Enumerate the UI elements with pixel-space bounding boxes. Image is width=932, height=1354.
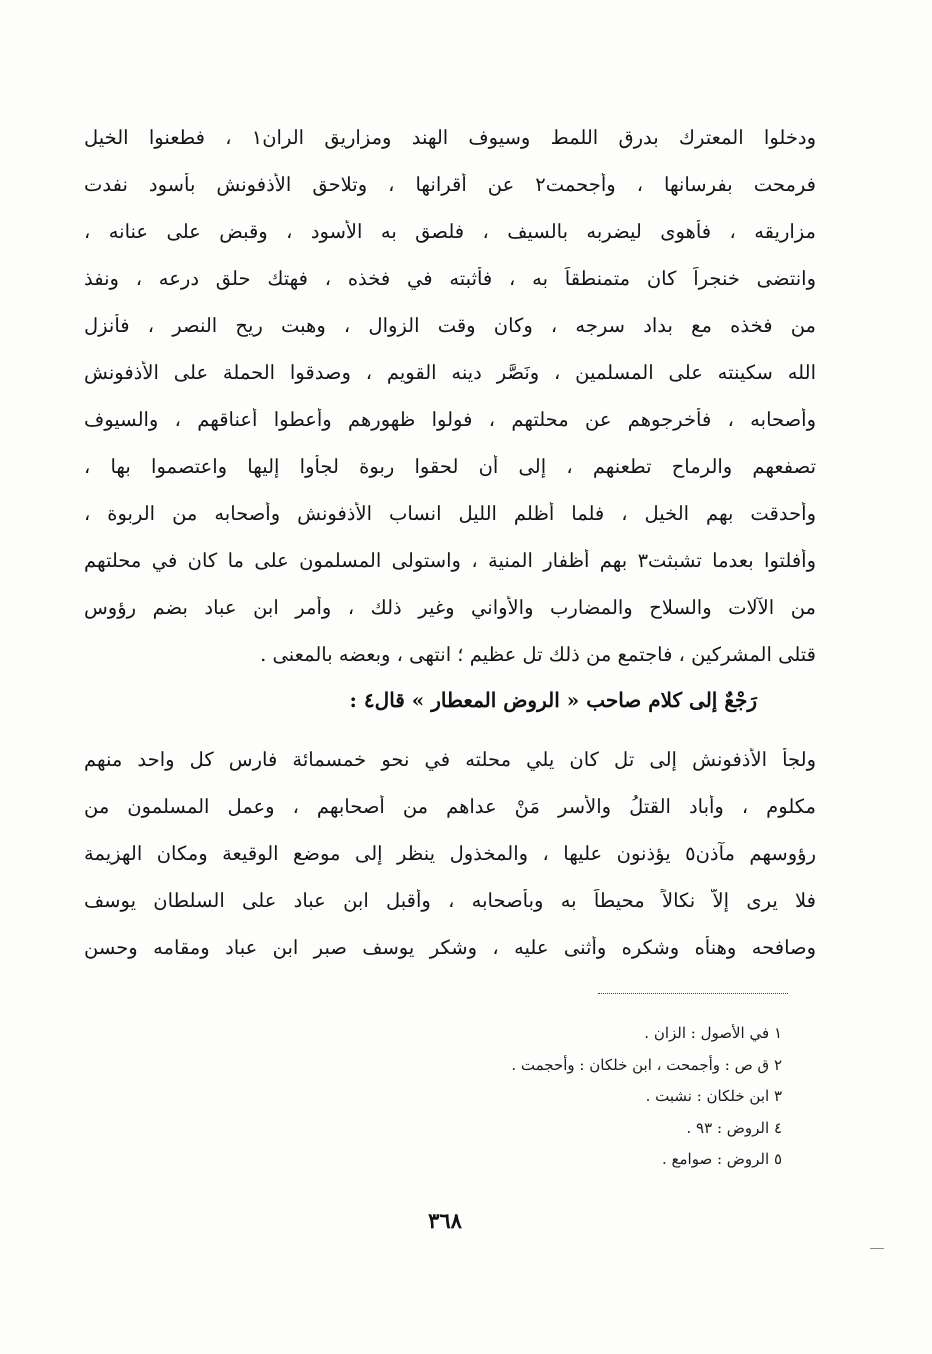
main-paragraph-1 (84, 126, 816, 690)
text-line: ولجأ الأذفونش إلى تل كان يلي محلته في نحو خمسمائة فارس كل واحد منهم (84, 748, 816, 771)
text-line: مزاريقه ، فأهوى ليضربه بالسيف ، فلصق به الأسود ، وقبض على عنانه ، (84, 220, 816, 243)
footnote-separator (598, 993, 788, 994)
text-line: تصفعهم والرماح تطعنهم ، إلى أن لحقوا ربوة لجأُوا إليها واعتصموا بها ، (84, 455, 816, 478)
footnote: ٥ الروض : صوامع . (661, 1150, 782, 1168)
footnote: ١ في الأصول : الزان . (644, 1024, 782, 1042)
scan-mark (870, 1248, 884, 1249)
footnotes (262, 1024, 782, 1182)
text-line: من الآلات والسلاح والمضارب والأواني وغير ذلك ، وأمر ابن عباد بضم رؤوس (84, 596, 816, 619)
text-line: وأحدقت بهم الخيل ، فلما أظلم الليل انساب الأذفونش وأصحابه من الربوة ، (84, 502, 816, 525)
page-number: ٣٦٨ (428, 1208, 462, 1233)
section-heading: رَجْعٌ إلى كلام صاحب « الروض المعطار » قال٤ : (349, 688, 757, 712)
text-line: فرمحت بفرسانها ، وأجحمت٢ عن أقرانها ، وتلاحق الأذفونش بأسود نفدت (84, 173, 816, 196)
text-line: وأصحابه ، فأخرجوهم عن محلتهم ، فولوا ظهورهم وأعطوا أعناقهم ، والسيوف (84, 408, 816, 431)
footnote: ٣ ابن خلكان : نشبت . (645, 1087, 782, 1105)
text-line: وأفلتوا بعدما تشبثت٣ بهم أظفار المنية ، واستولى المسلمون على ما كان في محلتهم (84, 549, 816, 572)
text-line: وانتضى خنجراً كان متمنطقاً به ، فأثبته في فخذه ، فهتك حلق درعه ، ونفذ (84, 267, 816, 290)
text-line: قتلى المشركين ، فاجتمع من ذلك تل عظيم ؛ انتهى ، وبعضه بالمعنى . (260, 643, 816, 666)
text-line: الله سكينته على المسلمين ، ونَصَّر دينه القويم ، وصدقوا الحملة على الأذفونش (84, 361, 816, 384)
text-line: ودخلوا المعترك بدرق اللمط وسيوف الهند ومزاريق الران١ ، فطعنوا الخيل (84, 126, 816, 149)
footnote: ٢ ق ص : وأجمحت ، ابن خلكان : وأحجمت . (511, 1055, 782, 1074)
footnote: ٤ الروض : ٩٣ . (686, 1118, 782, 1137)
text-line: فلا يرى إلاّ نكالاً محيطاً به وبأصحابه ، وأقبل ابن عباد على السلطان يوسف (84, 889, 816, 912)
text-line: رؤوسهم مآذن٥ يؤذنون عليها ، والمخذول ينظر إلى موضع الوقيعة ومكان الهزيمة (84, 842, 816, 865)
text-line: مكلوم ، وأباد القتلُ والأسر مَنْ عداهم من أصحابهم ، وعمل المسلمون من (84, 795, 816, 818)
text-line: وصافحه وهنأه وشكره وأثنى عليه ، وشكر يوسف صبر ابن عباد ومقامه وحسن (84, 936, 816, 959)
main-paragraph-2 (84, 748, 816, 983)
text-line: من فخذه مع بداد سرجه ، وكان وقت الزوال ، وهبت ريح النصر ، فأنزل (84, 314, 816, 337)
